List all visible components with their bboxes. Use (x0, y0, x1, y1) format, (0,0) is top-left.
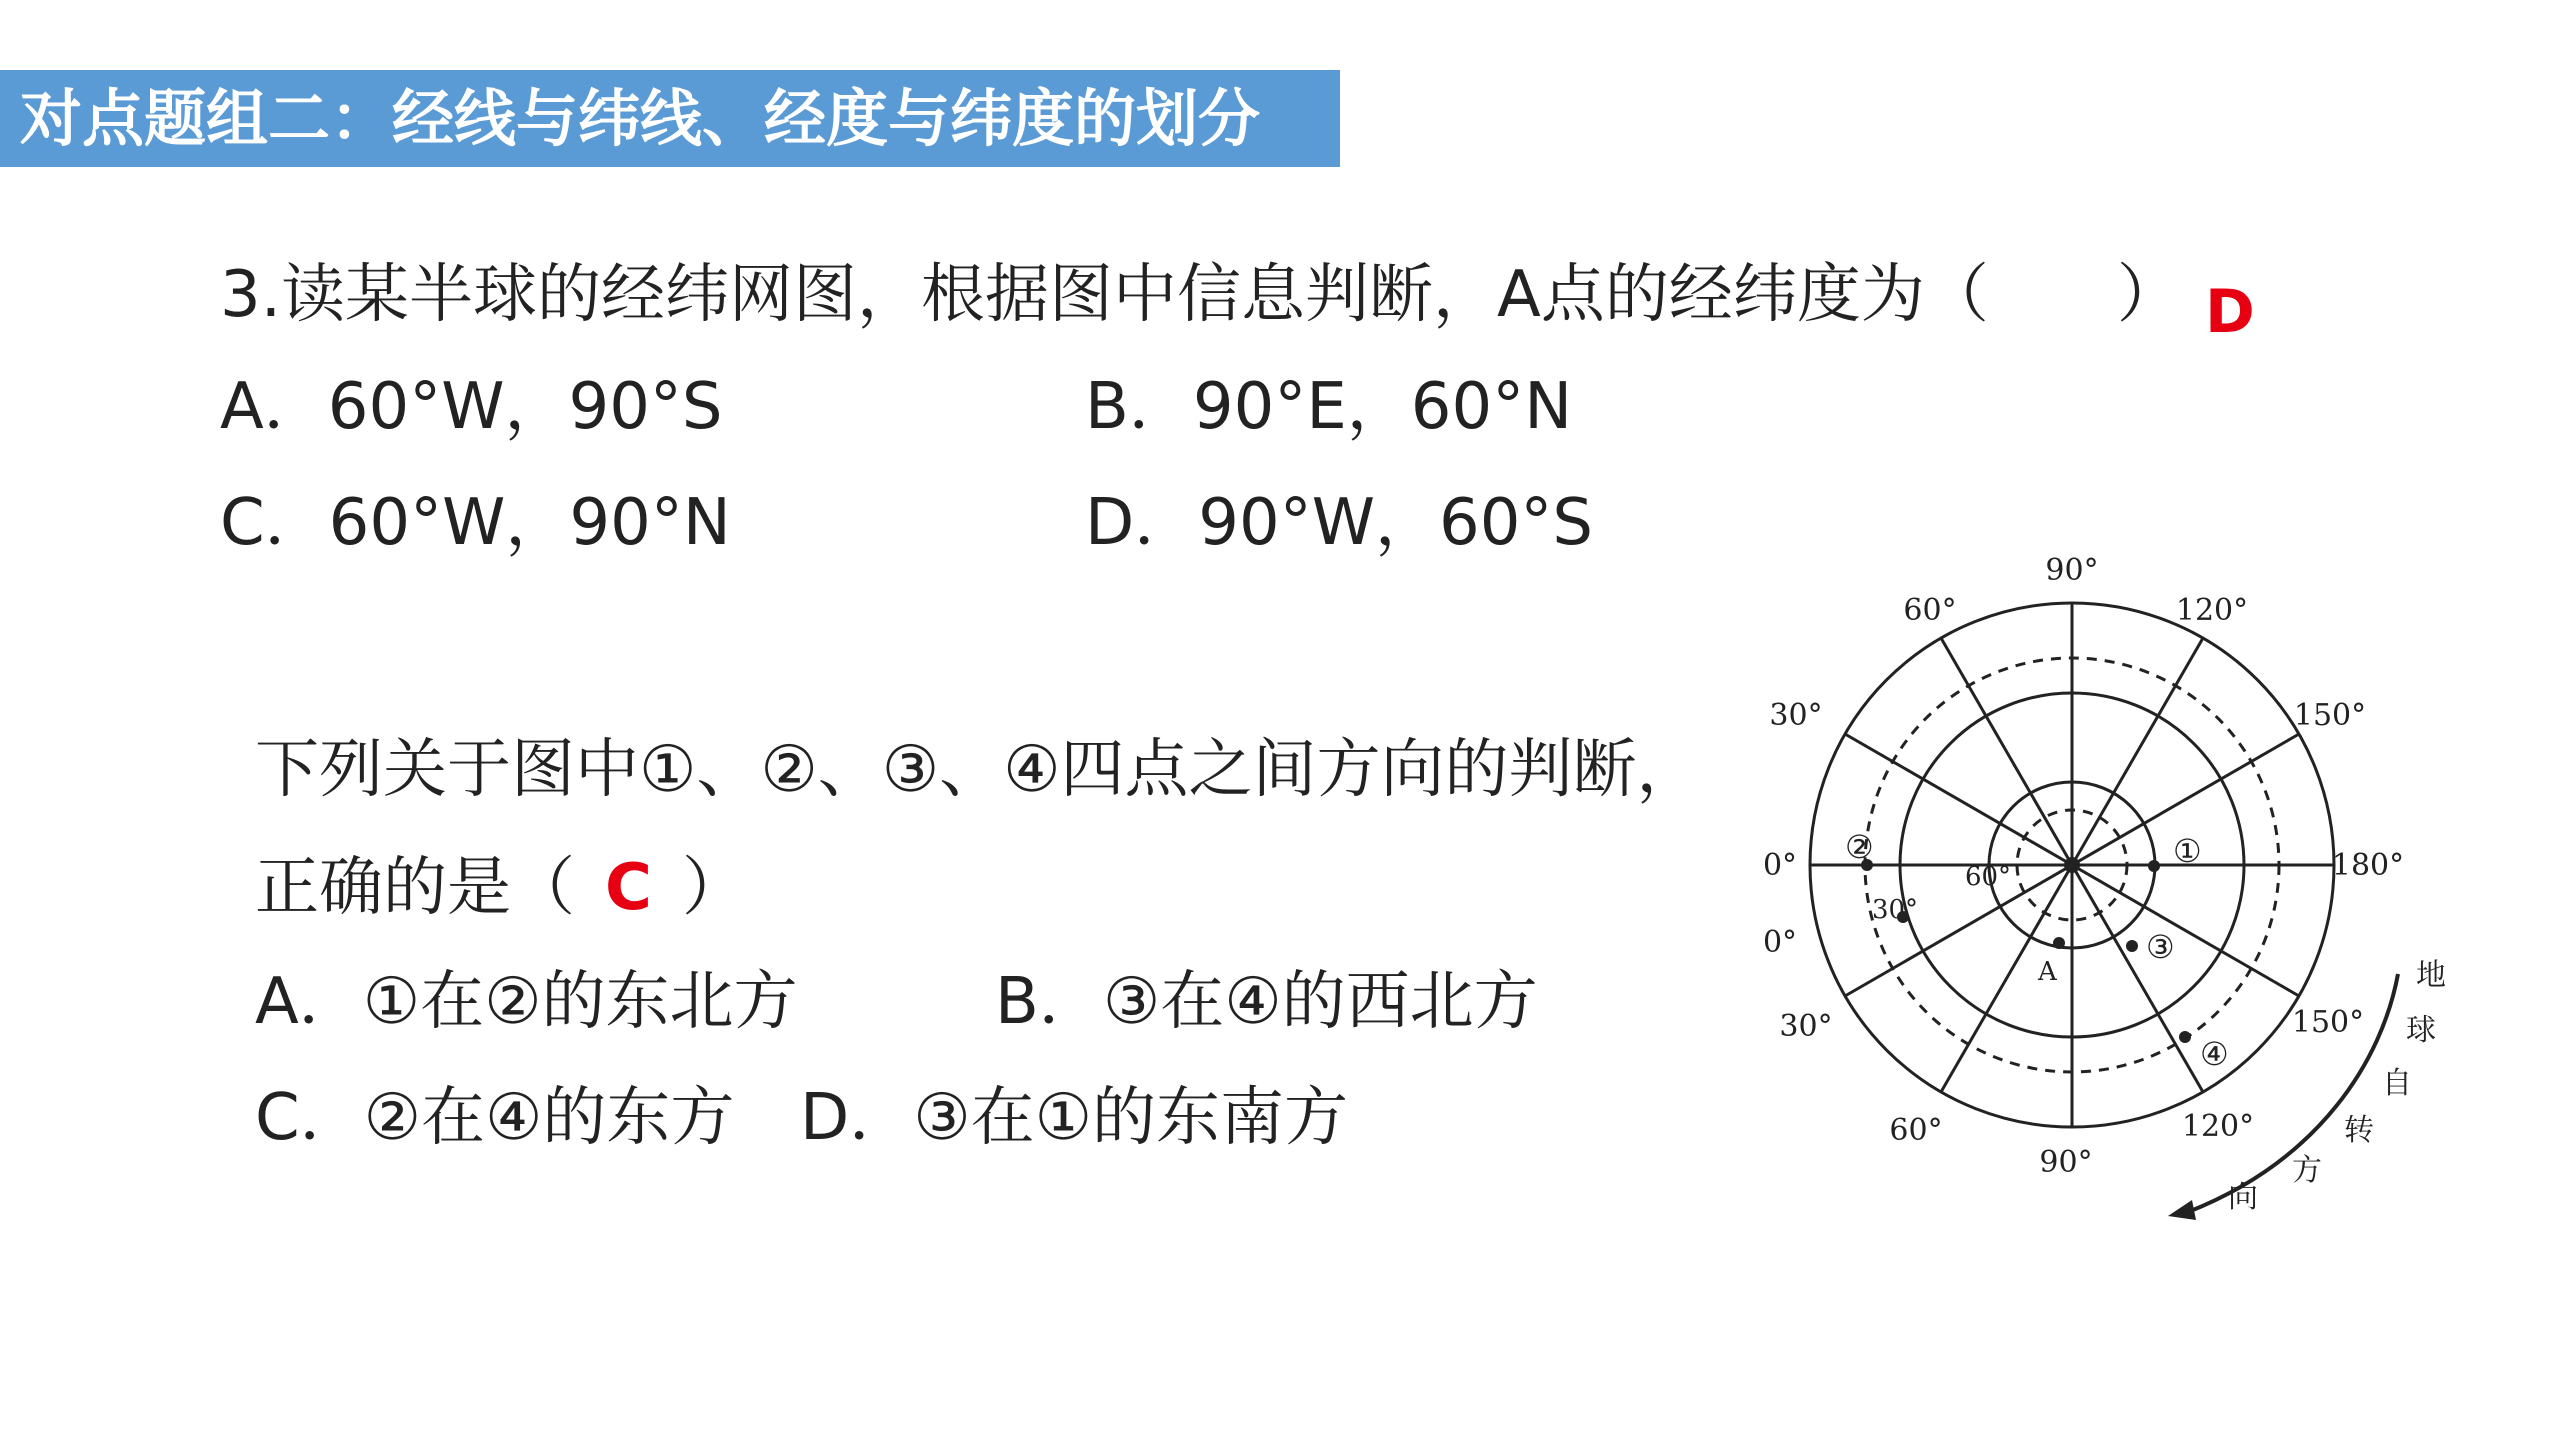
lon-label-top-right: 120° (2175, 593, 2249, 628)
question4-stem-line2 (255, 848, 746, 928)
lon-label-bottom-right: 120° (2181, 1109, 2255, 1144)
point-a-dot (2053, 937, 2065, 949)
point-3-label: ③ (2146, 928, 2175, 966)
center-dot (2064, 857, 2080, 873)
question3-option-c: C．60°W，90°N (220, 486, 731, 560)
rotation-char-6: 向 (2228, 1180, 2258, 1215)
lon-label-right: 180° (2331, 848, 2405, 883)
question3-option-b: B．90°E，60°N (1085, 370, 1573, 444)
rotation-char-5: 方 (2292, 1153, 2322, 1188)
section-banner (0, 70, 1340, 167)
rotation-char-4: 转 (2344, 1113, 2374, 1148)
rotation-char-3: 自 (2382, 1066, 2412, 1101)
point-a-label: A (2038, 957, 2057, 987)
question4-option-a: A．①在②的东北方 (255, 965, 798, 1039)
lon-label-lower-left: 30° (1779, 1009, 1833, 1044)
polar-graticule-diagram (1750, 540, 2450, 1220)
question4-stem-suffix: ） (681, 851, 746, 925)
question3-answer: D (2205, 277, 2255, 347)
section-title: 对点题组二：经线与纬线、经度与纬度的划分 (20, 82, 1261, 155)
point-1-dot (2148, 860, 2160, 872)
lon-label-lower-right: 150° (2291, 1005, 2365, 1040)
lon-label-left: 0° (1762, 848, 1798, 883)
rotation-arrowhead (2168, 1200, 2196, 1220)
question4-stem-prefix: 正确的是（ (255, 851, 575, 925)
question3-option-d: D．90°W，60°S (1085, 486, 1594, 560)
lon-label-top: 90° (2045, 553, 2099, 588)
rotation-char-2: 球 (2406, 1013, 2436, 1048)
rotation-char-1: 地 (2416, 958, 2446, 993)
question3-stem: 3.读某半球的经纬网图，根据图中信息判断，A点的经纬度为（ ） (220, 258, 2181, 332)
question4-answer: C (605, 851, 652, 925)
lon-label-upper-right: 150° (2293, 698, 2367, 733)
point-3-dot (2126, 940, 2138, 952)
point-4-dot (2179, 1031, 2191, 1043)
point-4-label: ④ (2200, 1035, 2229, 1073)
question4-stem-line1: 下列关于图中①、②、③、④四点之间方向的判断， (255, 733, 1701, 807)
point-2-label: ② (1845, 828, 1874, 866)
question4-option-b: B．③在④的西北方 (995, 965, 1538, 1039)
question4-option-d: D．③在①的东南方 (800, 1081, 1349, 1155)
lat-label-60: 60° (1964, 862, 2012, 892)
lat-label-equator: 0° (1762, 925, 1798, 960)
lon-label-top-left: 60° (1903, 593, 1957, 628)
lon-label-bottom-left: 60° (1889, 1113, 1943, 1148)
question3-option-a: A．60°W，90°S (220, 370, 723, 444)
lon-label-upper-left: 30° (1769, 698, 1823, 733)
lat-label-30: 30° (1871, 895, 1919, 925)
point-1-label: ① (2173, 832, 2202, 870)
question4-option-c: C．②在④的东方 (255, 1081, 735, 1155)
lon-label-bottom: 90° (2039, 1145, 2093, 1180)
